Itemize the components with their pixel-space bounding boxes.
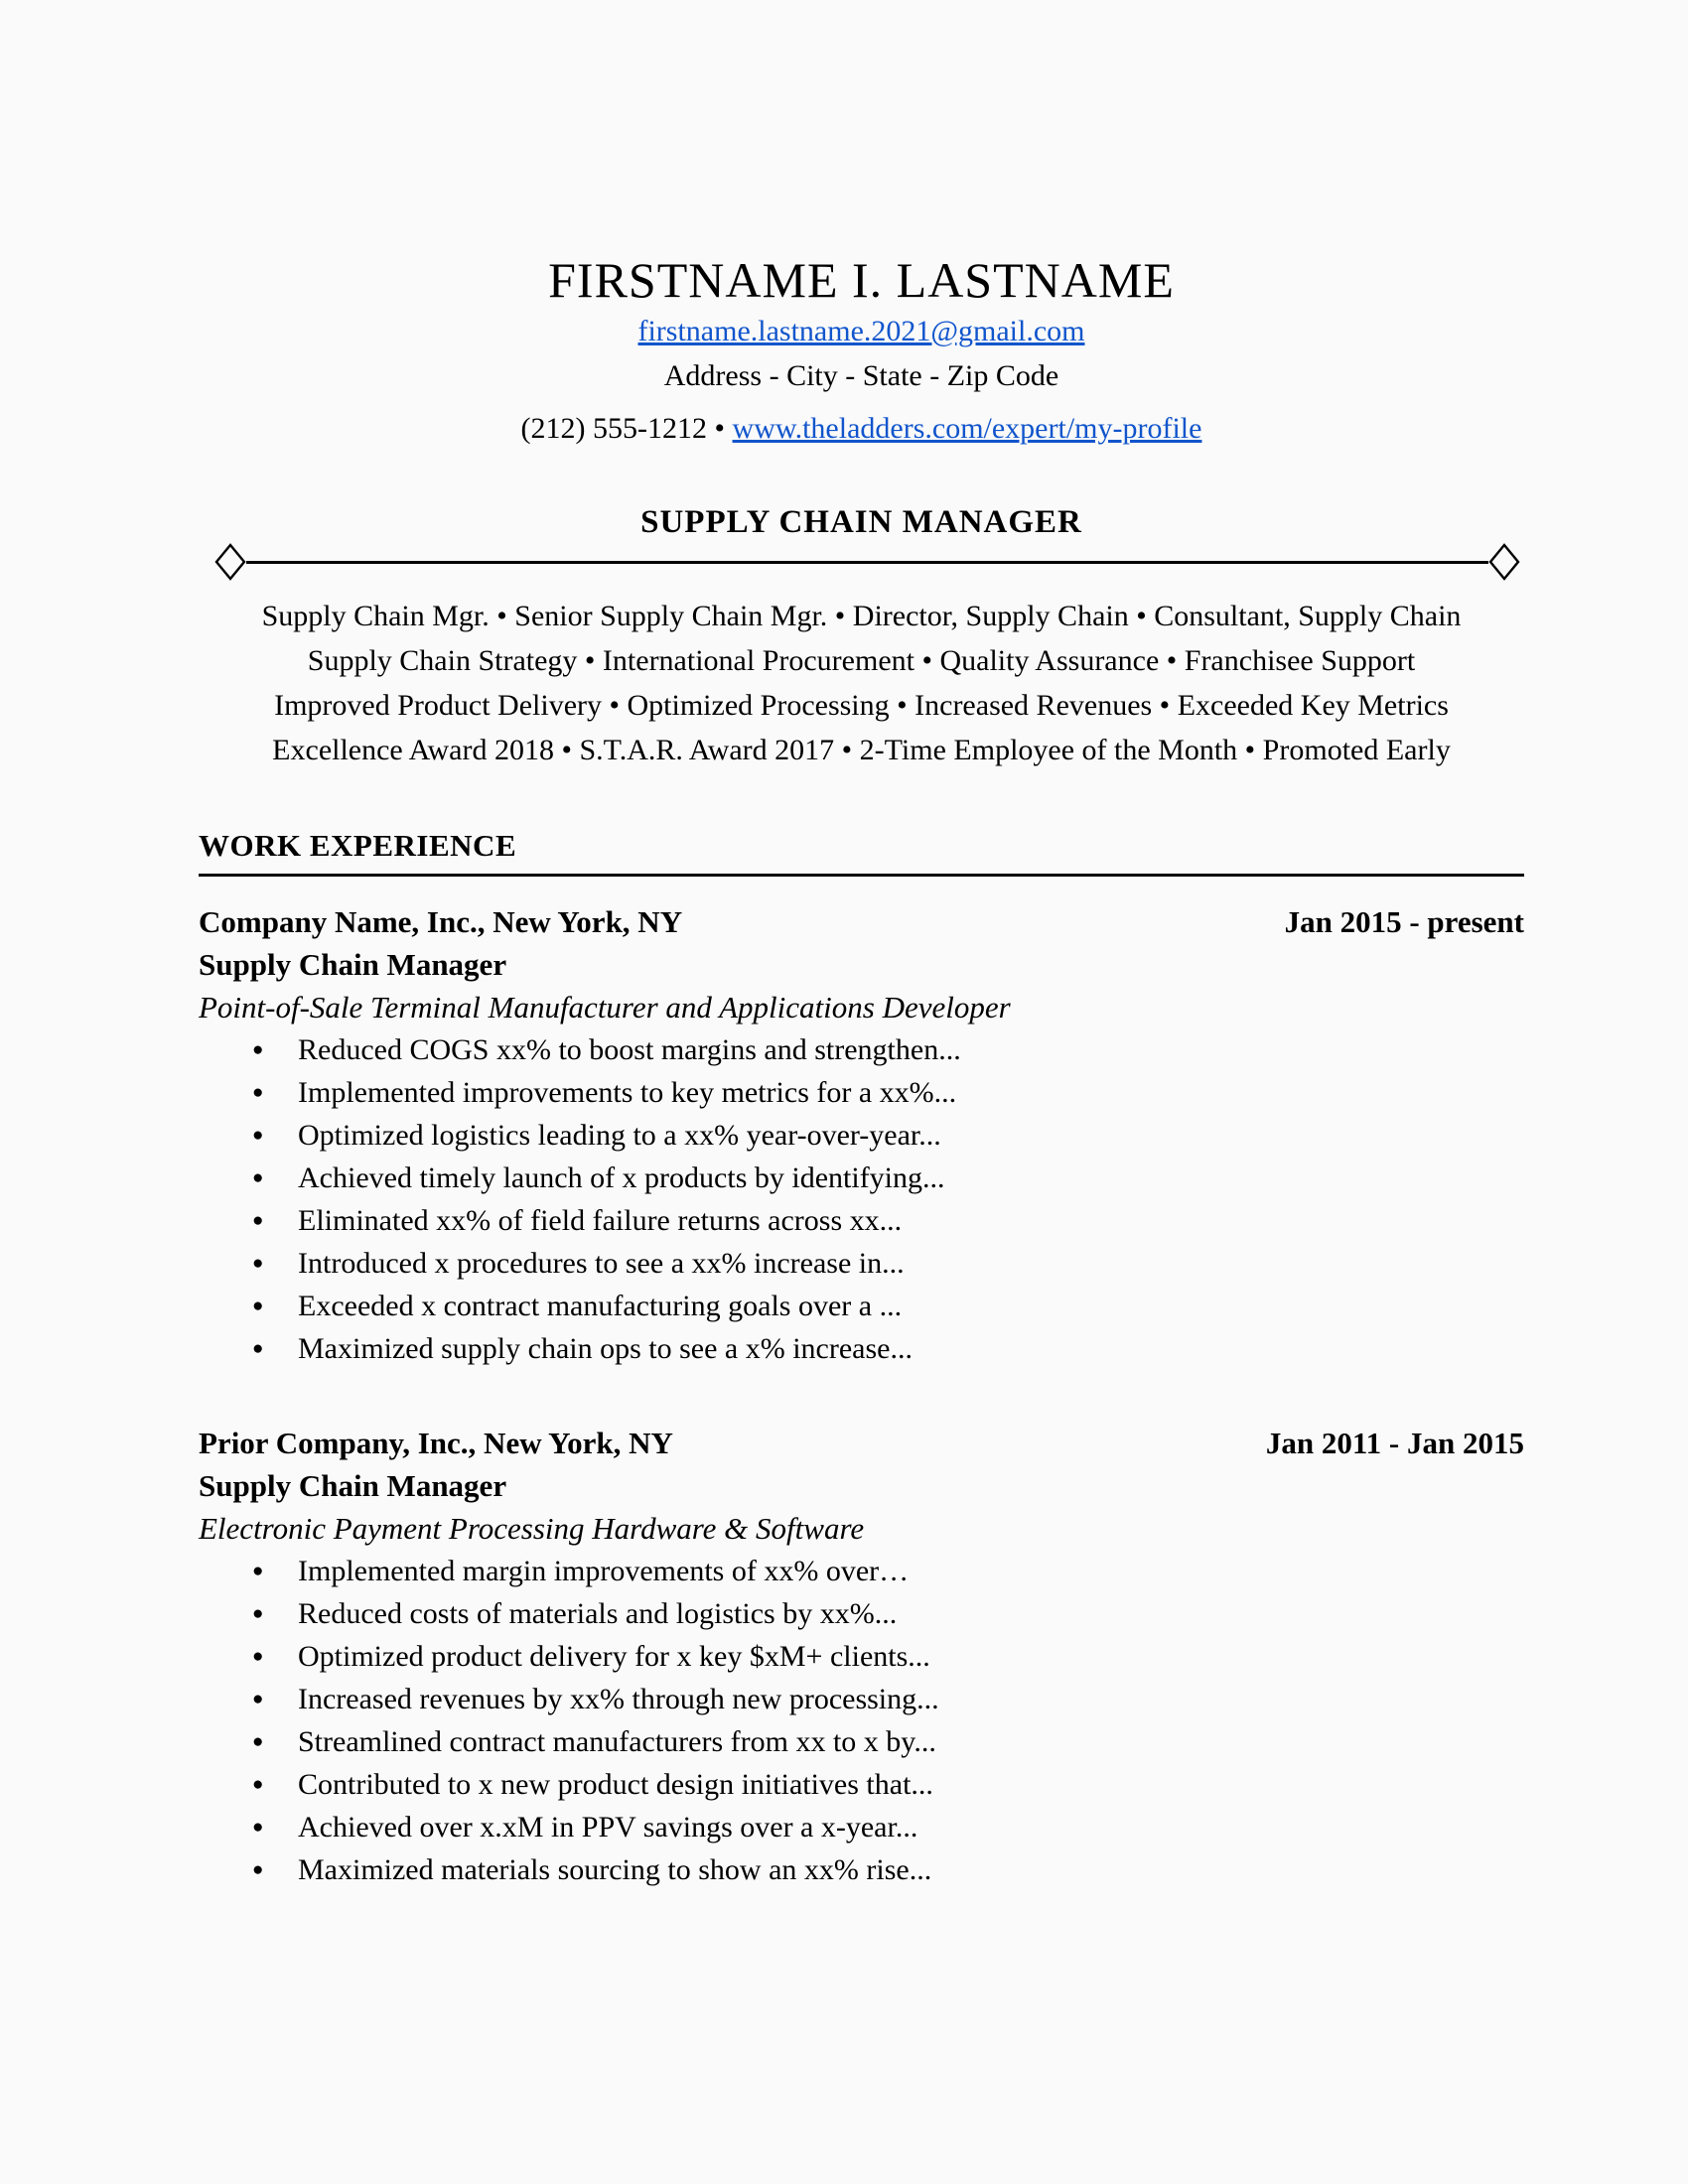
email-line bbox=[199, 309, 1524, 353]
phone-number: (212) 555-1212 bbox=[520, 412, 708, 445]
diamond-icon bbox=[1488, 543, 1520, 581]
bullet-text: Increased revenues by xx% through new processing... bbox=[298, 1683, 939, 1715]
keyword-line: Supply Chain Strategy • International Procurement • Quality Assurance • Franchisee Support bbox=[307, 644, 1416, 677]
divider-line bbox=[246, 561, 1488, 564]
bullet-item bbox=[199, 1071, 1524, 1114]
bullet-icon: ● bbox=[252, 1646, 264, 1667]
bullet-text: Reduced COGS xx% to boost margins and strengthen... bbox=[298, 1033, 961, 1066]
job-head-row bbox=[199, 900, 1524, 943]
job-head-row bbox=[199, 1422, 1524, 1464]
bullet-text: Eliminated xx% of field failure returns across xx... bbox=[298, 1204, 903, 1237]
bullet-item bbox=[199, 1285, 1524, 1327]
bullet-text: Streamlined contract manufacturers from xx to x by... bbox=[298, 1725, 936, 1758]
bullet-text: Maximized materials sourcing to show an xx% rise... bbox=[298, 1853, 932, 1886]
title-divider bbox=[214, 544, 1520, 580]
resume-header bbox=[199, 251, 1524, 451]
company-descriptor: Electronic Payment Processing Hardware & Software bbox=[199, 1511, 865, 1546]
bullet-icon: ● bbox=[252, 1817, 264, 1838]
bullet-icon: ● bbox=[252, 1210, 264, 1231]
diamond-icon bbox=[214, 543, 246, 581]
bullet-item bbox=[199, 1199, 1524, 1242]
bullet-text: Implemented margin improvements of xx% over… bbox=[298, 1555, 910, 1587]
bullet-icon: ● bbox=[252, 1253, 264, 1274]
website-link[interactable]: www.theladders.com/expert/my-profile bbox=[732, 412, 1202, 445]
bullet-separator: • bbox=[714, 412, 726, 445]
keyword-line: Improved Product Delivery • Optimized Processing • Increased Revenues • Exceeded Key Metrics bbox=[274, 689, 1449, 722]
bullet-text: Maximized supply chain ops to see a x% increase... bbox=[298, 1332, 913, 1365]
bullet-list bbox=[199, 1550, 1524, 1891]
bullet-icon: ● bbox=[252, 1082, 264, 1103]
bullet-icon: ● bbox=[252, 1774, 264, 1795]
bullet-item bbox=[199, 1806, 1524, 1848]
bullet-text: Achieved timely launch of x products by identifying... bbox=[298, 1161, 945, 1194]
address-line: Address - City - State - Zip Code bbox=[663, 359, 1059, 392]
bullet-text: Exceeded x contract manufacturing goals over a ... bbox=[298, 1290, 903, 1322]
keyword-line: Excellence Award 2018 • S.T.A.R. Award 2017 • 2-Time Employee of the Month • Promoted Early bbox=[272, 734, 1451, 766]
bullet-icon: ● bbox=[252, 1296, 264, 1316]
job-role: Supply Chain Manager bbox=[199, 1468, 507, 1503]
bullet-icon: ● bbox=[252, 1603, 264, 1624]
bullet-icon: ● bbox=[252, 1167, 264, 1188]
bullet-item bbox=[199, 1720, 1524, 1763]
keywords-section bbox=[199, 594, 1524, 772]
bullet-icon: ● bbox=[252, 1125, 264, 1146]
resume-title: SUPPLY CHAIN MANAGER bbox=[640, 504, 1082, 540]
bullet-icon: ● bbox=[252, 1039, 264, 1060]
bullet-text: Optimized logistics leading to a xx% year-over-year... bbox=[298, 1119, 941, 1152]
bullet-icon: ● bbox=[252, 1689, 264, 1709]
bullet-item bbox=[199, 1242, 1524, 1285]
job-dates: Jan 2011 - Jan 2015 bbox=[1265, 1426, 1524, 1460]
bullet-icon: ● bbox=[252, 1338, 264, 1359]
bullet-icon: ● bbox=[252, 1561, 264, 1581]
keyword-line: Supply Chain Mgr. • Senior Supply Chain Mgr. • Director, Supply Chain • Consultant, Supply Chain bbox=[261, 600, 1462, 632]
bullet-text: Introduced x procedures to see a xx% increase in... bbox=[298, 1247, 905, 1280]
bullet-item bbox=[199, 1028, 1524, 1071]
email-link[interactable]: firstname.lastname.2021@gmail.com bbox=[637, 315, 1085, 347]
company-descriptor: Point-of-Sale Terminal Manufacturer and Applications Developer bbox=[199, 990, 1011, 1024]
job-block bbox=[199, 900, 1524, 1370]
job-role: Supply Chain Manager bbox=[199, 947, 507, 982]
bullet-item bbox=[199, 1635, 1524, 1678]
bullet-item bbox=[199, 1592, 1524, 1635]
bullet-icon: ● bbox=[252, 1731, 264, 1752]
bullet-item bbox=[199, 1114, 1524, 1157]
bullet-item bbox=[199, 1763, 1524, 1806]
bullet-item bbox=[199, 1678, 1524, 1720]
work-experience-heading: WORK EXPERIENCE bbox=[199, 827, 1524, 877]
bullet-item bbox=[199, 1327, 1524, 1370]
job-block bbox=[199, 1422, 1524, 1891]
job-dates: Jan 2015 - present bbox=[1284, 904, 1524, 939]
resume-content bbox=[199, 0, 1524, 1891]
bullet-text: Achieved over x.xM in PPV savings over a x-year... bbox=[298, 1811, 918, 1843]
bullet-text: Contributed to x new product design initiatives that... bbox=[298, 1768, 933, 1801]
company-name: Prior Company, Inc., New York, NY bbox=[199, 1426, 673, 1460]
company-name: Company Name, Inc., New York, NY bbox=[199, 904, 683, 939]
candidate-name: FIRSTNAME I. LASTNAME bbox=[548, 252, 1175, 308]
bullet-list bbox=[199, 1028, 1524, 1370]
bullet-item bbox=[199, 1157, 1524, 1199]
bullet-item bbox=[199, 1848, 1524, 1891]
bullet-item bbox=[199, 1550, 1524, 1592]
bullet-icon: ● bbox=[252, 1859, 264, 1880]
phone-line bbox=[199, 406, 1524, 451]
bullet-text: Reduced costs of materials and logistics by xx%... bbox=[298, 1597, 898, 1630]
bullet-text: Optimized product delivery for x key $xM+ clients... bbox=[298, 1640, 930, 1673]
bullet-text: Implemented improvements to key metrics for a xx%... bbox=[298, 1076, 957, 1109]
